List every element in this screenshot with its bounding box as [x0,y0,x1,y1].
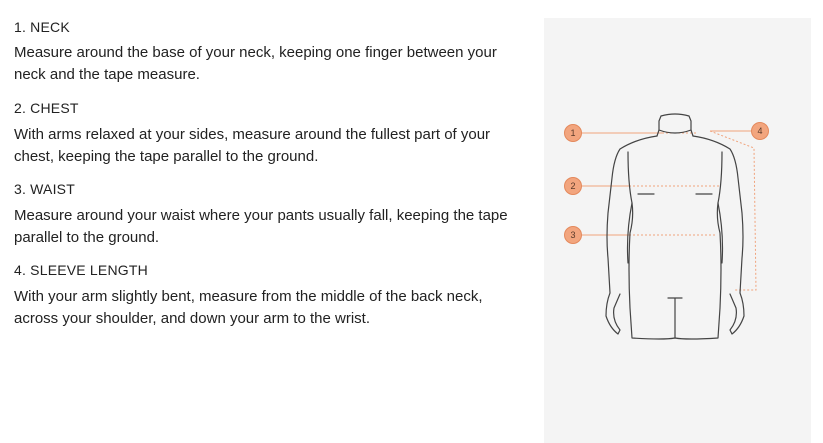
placket [668,298,682,338]
guide-lines [581,131,756,290]
marker-1 [565,125,582,142]
section-text-chest: With arms relaxed at your sides, measure around the fullest part of your chest, keeping the tape parallel to the ground. [14,126,491,165]
marker-3-label: 3 [570,230,576,240]
section-title-waist: 3. WAIST [14,181,75,197]
shirt-figure-panel [544,18,811,443]
marker-1-label: 1 [570,128,576,138]
marker-2 [565,178,582,195]
section-text-waist: Measure around your waist where your pants usually fall, keeping the tape parallel to the ground. [14,207,508,246]
section-title-chest: 2. CHEST [14,100,79,116]
marker-3 [565,227,582,244]
marker-4 [752,123,769,140]
section-text-sleeve-length: With your arm slightly bent, measure from the middle of the back neck, across your shoulder, and down your arm to the wrist. [14,288,483,327]
section-title-neck: 1. NECK [14,19,70,35]
collar [659,114,691,133]
section-title-sleeve-length: 4. SLEEVE LENGTH [14,262,148,278]
marker-4-label: 4 [757,126,763,136]
shirt-illustration [606,114,744,339]
shirt-measurement-diagram [544,18,811,443]
right-sleeve [693,136,744,334]
marker-2-label: 2 [570,181,576,191]
section-text-neck: Measure around the base of your neck, keeping one finger between your neck and the tape measure. [14,44,497,83]
